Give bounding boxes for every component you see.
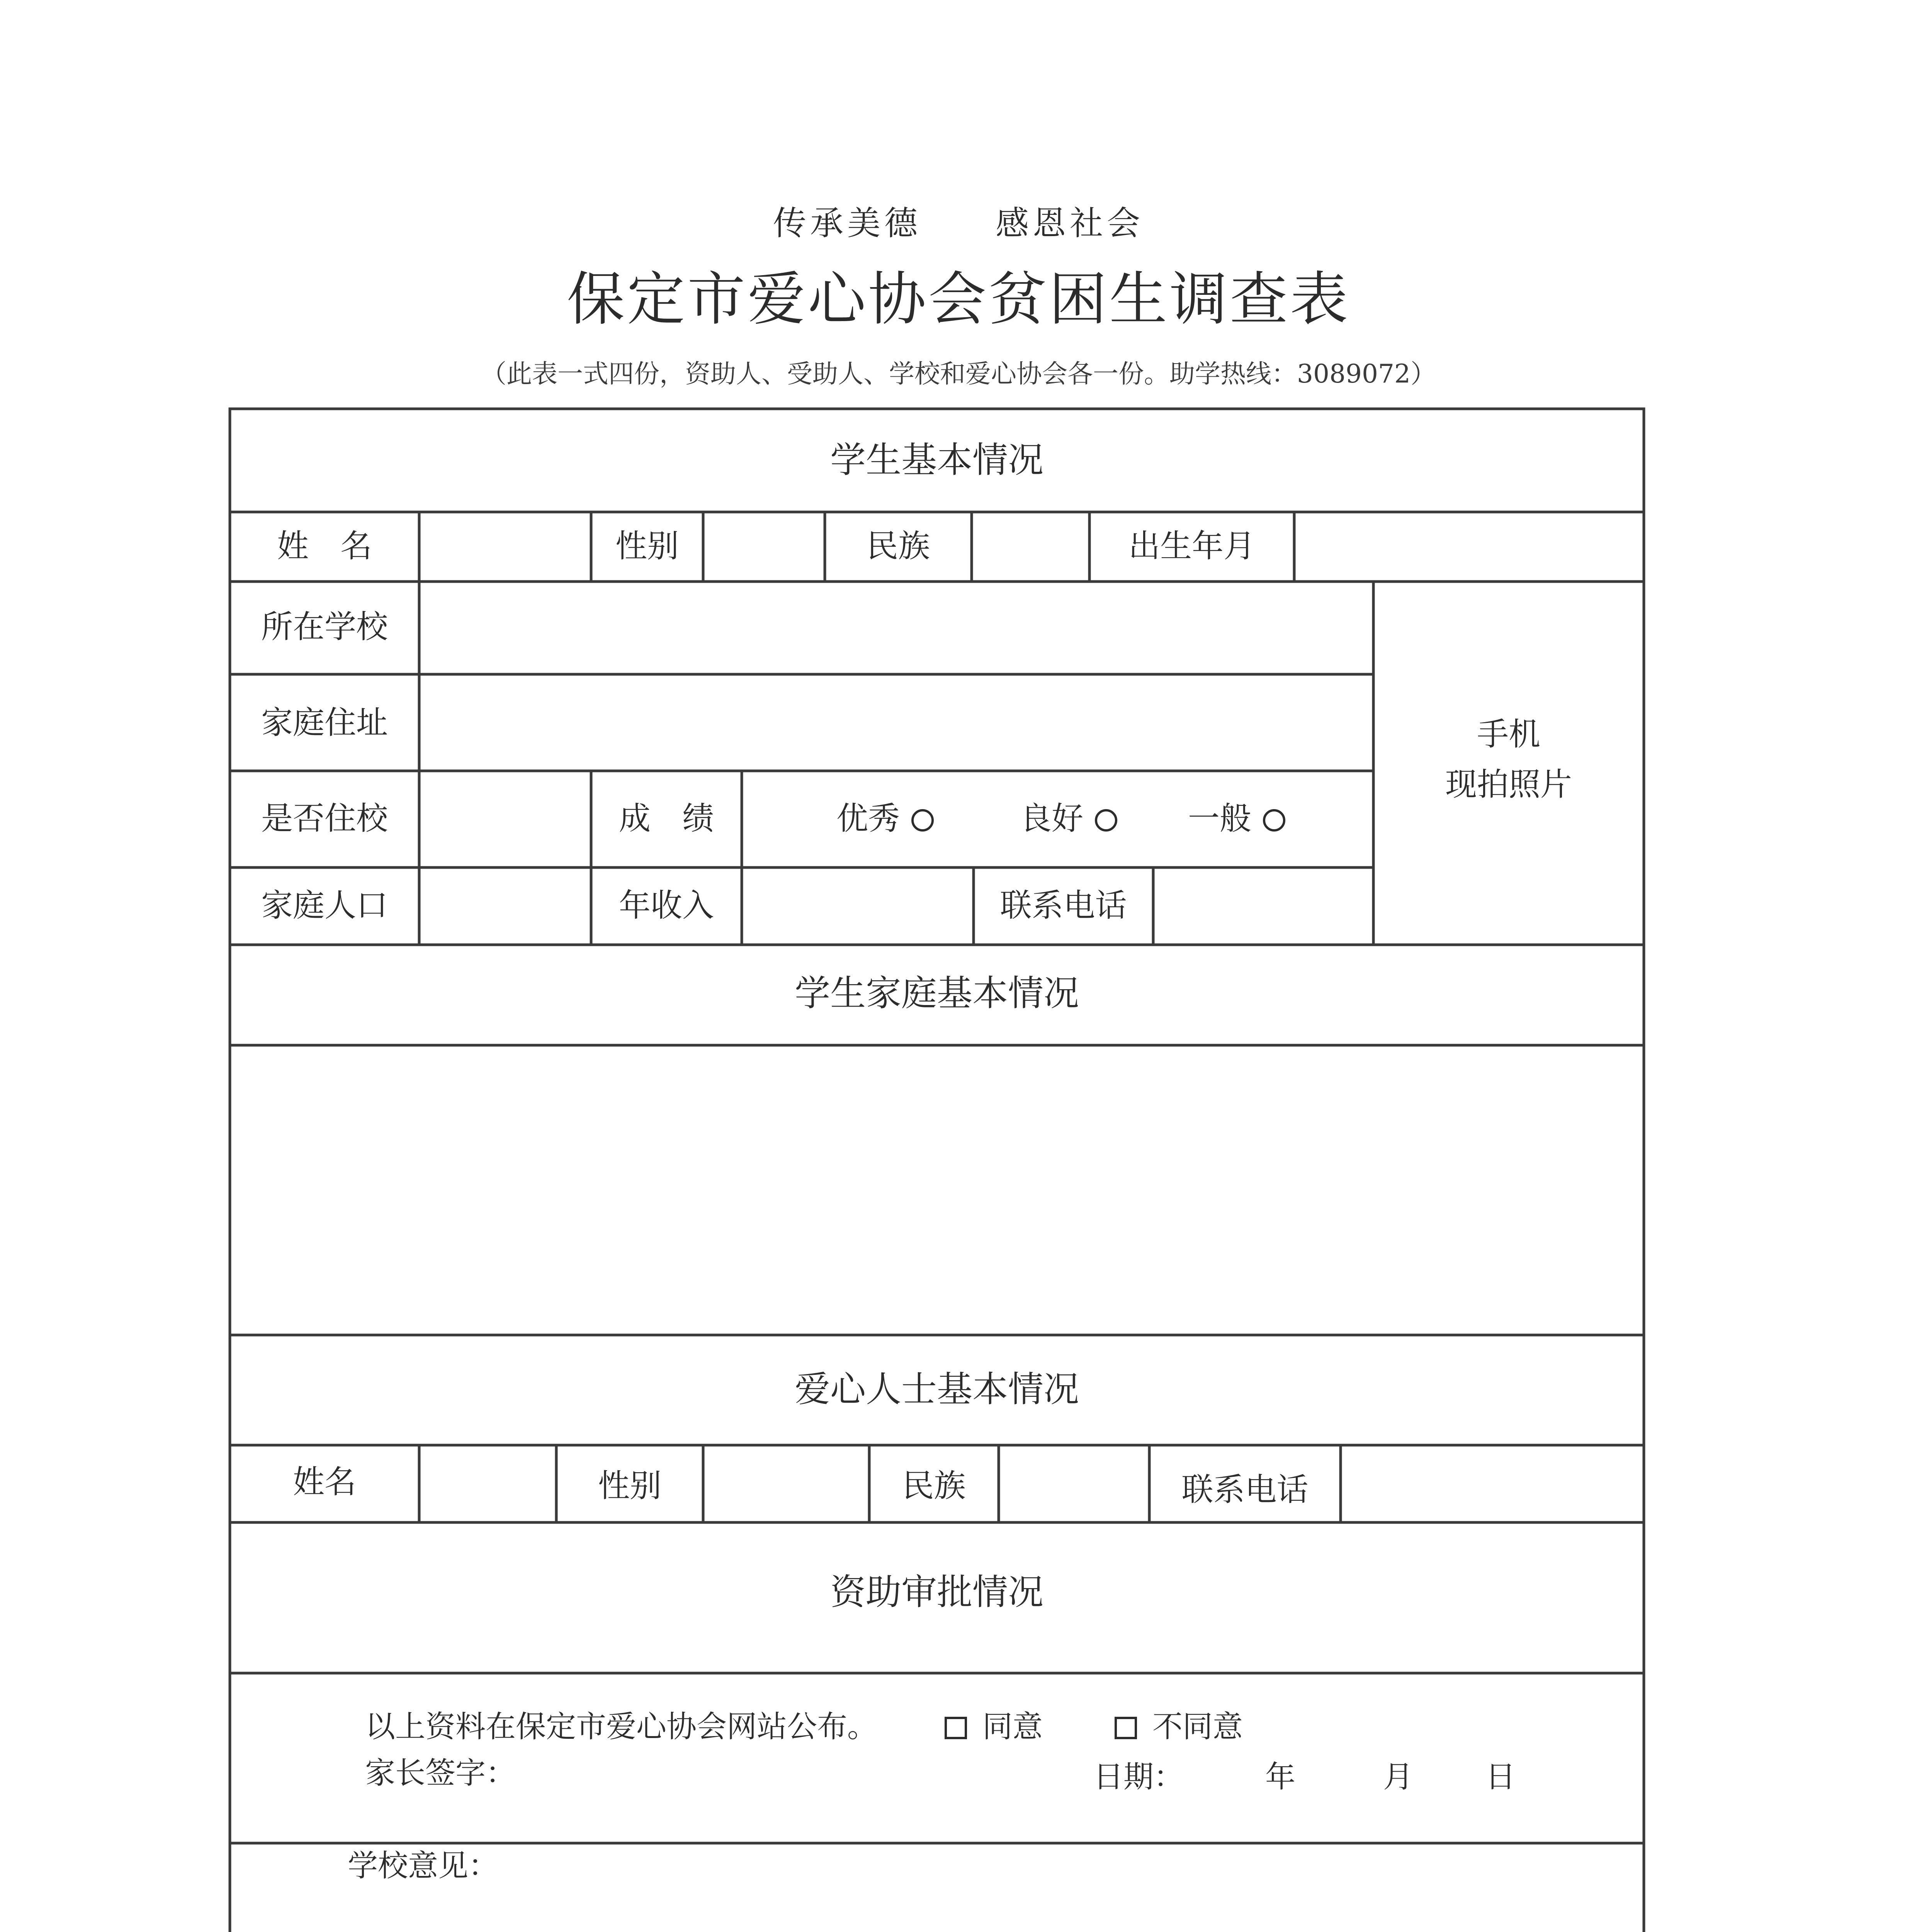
- parent-date-label: 日期：: [1093, 1760, 1184, 1794]
- label-birth-date: 出生年月: [1128, 528, 1255, 565]
- school-opinion-label: 学校意见：: [348, 1849, 499, 1883]
- disagree-checkbox-icon[interactable]: [1115, 1717, 1137, 1739]
- radio-good-icon[interactable]: [1095, 809, 1117, 832]
- photo-label-line2: 现拍照片: [1445, 766, 1572, 803]
- donor-name-field[interactable]: [423, 1449, 552, 1519]
- label-student-phone: 联系电话: [1000, 887, 1127, 924]
- school-field[interactable]: [423, 585, 1370, 670]
- donor-gender-field[interactable]: [707, 1449, 865, 1519]
- label-home-address: 家庭住址: [261, 704, 388, 741]
- radio-excellent-icon[interactable]: [911, 809, 934, 832]
- label-donor-name: 姓名: [292, 1464, 356, 1500]
- radio-average-icon[interactable]: [1263, 809, 1285, 832]
- section-family-basic: 学生家庭基本情况: [794, 973, 1079, 1014]
- student-ethnicity-field[interactable]: [975, 518, 1086, 576]
- grade-option-good[interactable]: 良好: [1020, 803, 1117, 835]
- publish-consent-text: 以上资料在保定市爱心协会网站公布。: [365, 1709, 878, 1744]
- section-approval: 资助审批情况: [830, 1571, 1043, 1613]
- label-student-gender: 性别: [615, 528, 679, 565]
- donor-phone-field[interactable]: [1344, 1449, 1640, 1519]
- label-donor-gender: 性别: [598, 1468, 661, 1504]
- label-student-ethnicity: 民族: [866, 528, 930, 565]
- parent-date-month: 月: [1383, 1760, 1414, 1794]
- section-donor-basic: 爱心人士基本情况: [794, 1369, 1079, 1410]
- parent-signature-label: 家长签字：: [365, 1756, 516, 1791]
- label-family-size: 家庭人口: [261, 887, 388, 924]
- parent-date-year: 年: [1265, 1760, 1296, 1794]
- family-info-field[interactable]: [234, 1049, 1640, 1331]
- photo-label-line1: 手机: [1477, 716, 1540, 753]
- section-student-basic: 学生基本情况: [830, 439, 1043, 481]
- agree-checkbox-icon[interactable]: [945, 1717, 967, 1739]
- disagree-option[interactable]: 不同意: [1115, 1712, 1243, 1742]
- form-title: 保定市爱心协会贫困生调查表: [566, 266, 1350, 333]
- label-student-name: 姓 名: [277, 528, 372, 565]
- label-donor-ethnicity: 民族: [902, 1468, 966, 1504]
- grade-option-average[interactable]: 一般: [1188, 803, 1285, 835]
- label-school: 所在学校: [261, 609, 388, 645]
- student-name-field[interactable]: [423, 518, 587, 576]
- label-grades: 成 绩: [619, 800, 714, 837]
- birth-date-field[interactable]: [1298, 518, 1640, 576]
- label-boarding: 是否住校: [261, 800, 388, 837]
- grade-option-excellent[interactable]: 优秀: [836, 803, 934, 835]
- label-donor-phone: 联系电话: [1181, 1471, 1309, 1508]
- home-address-field[interactable]: [423, 678, 1370, 767]
- agree-option[interactable]: 同意: [945, 1712, 1043, 1742]
- family-size-field[interactable]: [423, 871, 587, 941]
- student-gender-field[interactable]: [707, 518, 821, 576]
- parent-date-day: 日: [1485, 1760, 1516, 1794]
- boarding-field[interactable]: [423, 775, 587, 864]
- motto: 传承美德 感恩社会: [773, 204, 1144, 243]
- annual-income-field[interactable]: [746, 871, 970, 941]
- donor-ethnicity-field[interactable]: [1003, 1449, 1145, 1519]
- form-note: （此表一式四份，资助人、受助人、学校和爱心协会各一份。助学热线：3089072）: [481, 359, 1436, 389]
- student-phone-field[interactable]: [1157, 871, 1370, 941]
- label-annual-income: 年收入: [619, 887, 714, 924]
